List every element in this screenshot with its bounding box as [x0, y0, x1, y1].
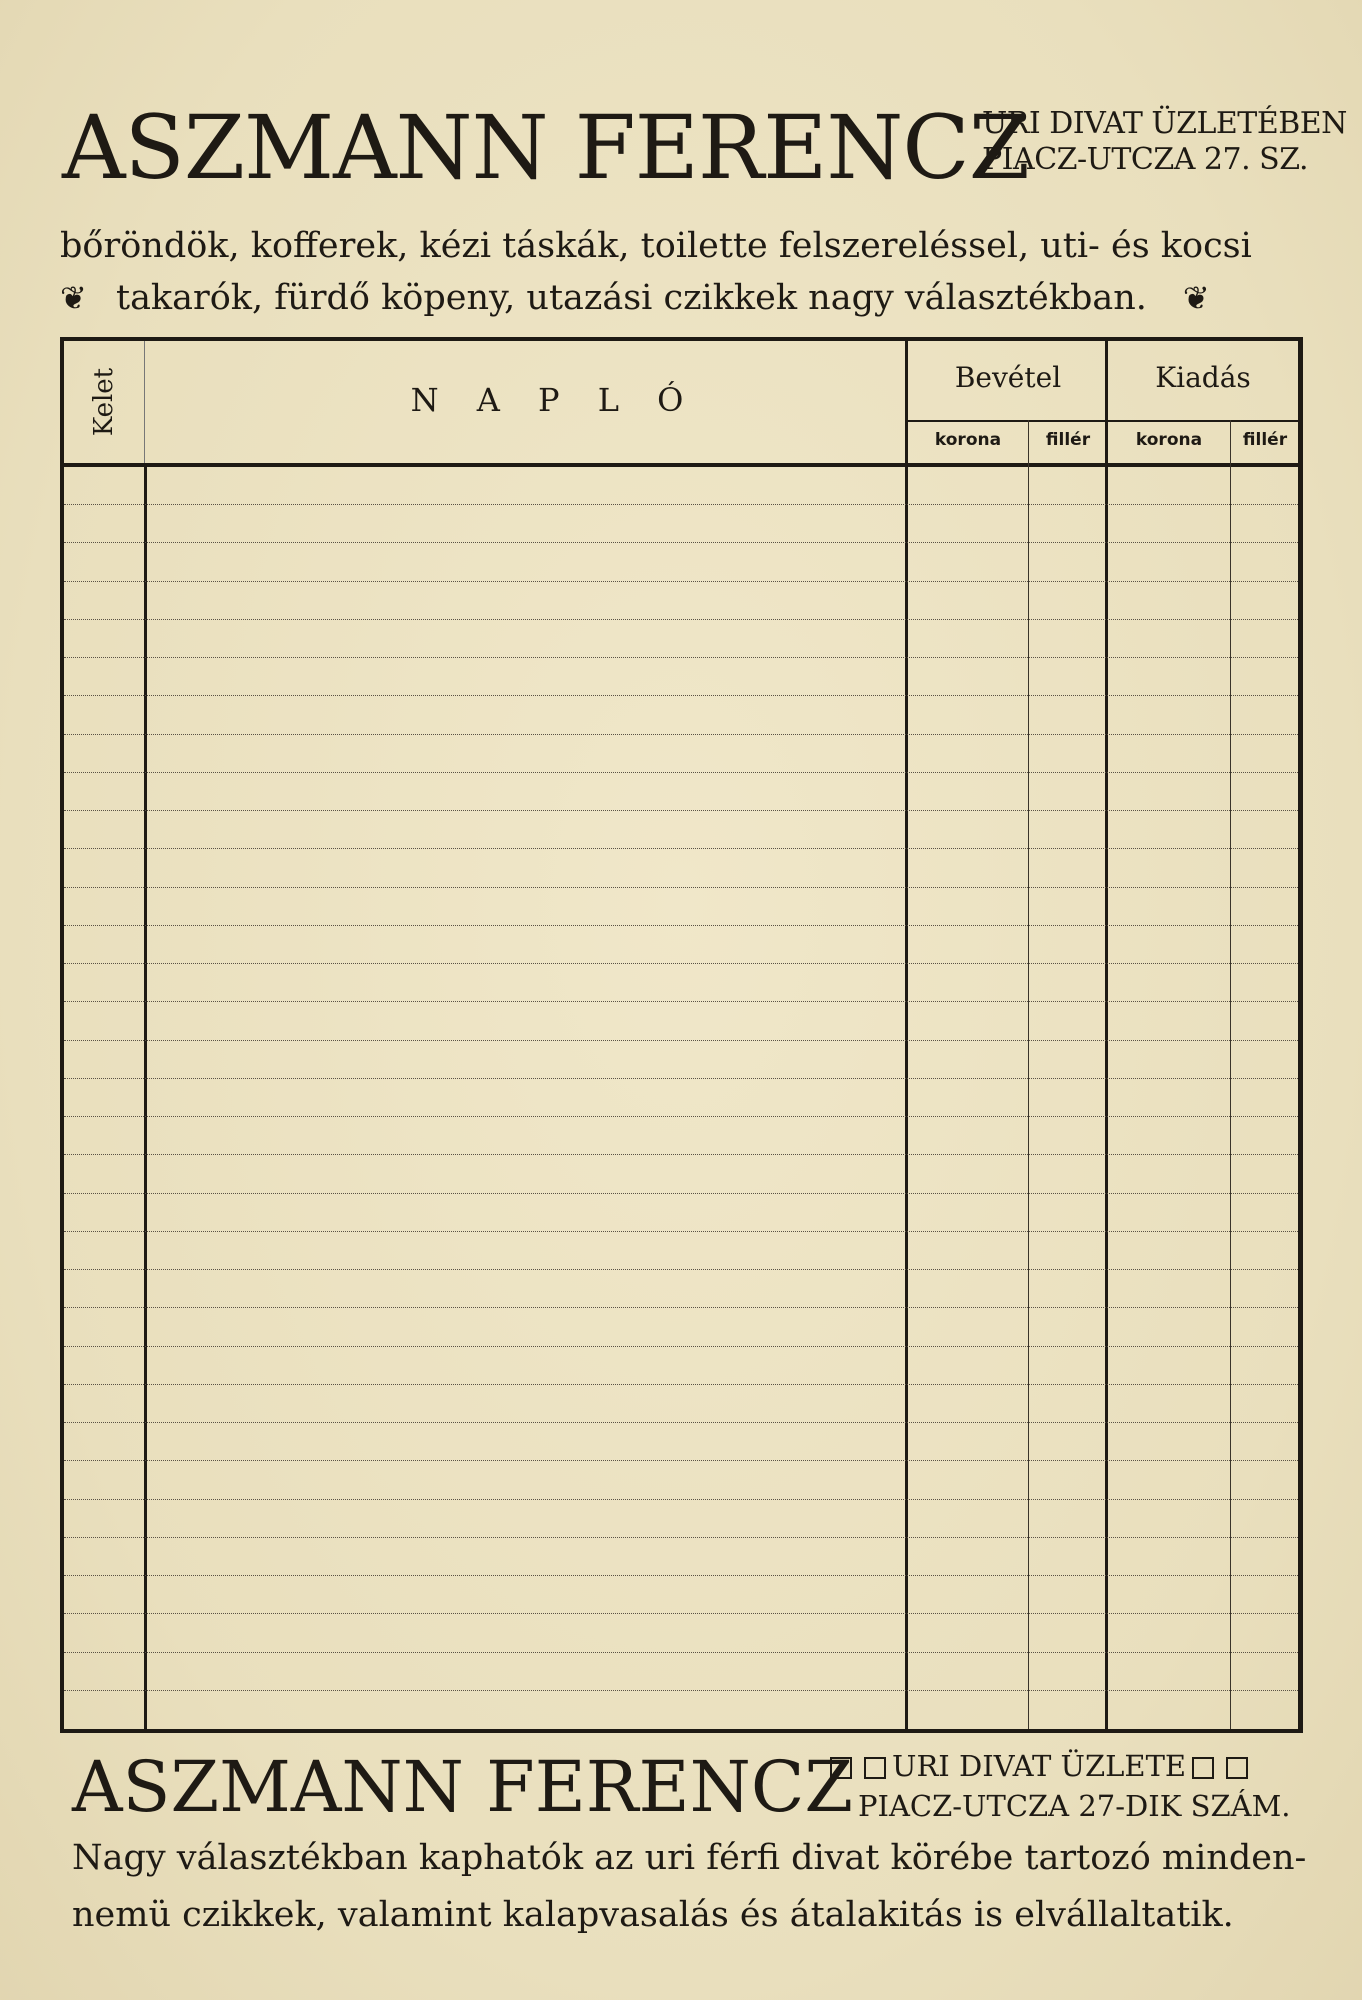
tagline-line-2: takarók, fürdő köpeny, utazási czikkek nagy választékban.	[116, 278, 1147, 318]
ledger-row	[64, 1575, 1298, 1576]
ledger-row	[64, 1613, 1298, 1614]
date-header-divider	[144, 341, 145, 463]
ledger-row	[64, 1040, 1298, 1041]
ledger-row	[64, 1078, 1298, 1079]
ledger-row	[64, 810, 1298, 811]
product-tagline	[60, 220, 1310, 324]
tagline-line-1: bőröndök, kofferek, kézi táskák, toilette felszereléssel, uti- és kocsi	[60, 226, 1252, 266]
ledger-row	[64, 619, 1298, 620]
ledger-row	[64, 1269, 1298, 1270]
ledger-row	[64, 1231, 1298, 1232]
ledger-rows	[64, 467, 1298, 1729]
ledger-row	[64, 1652, 1298, 1653]
diary-column-header: N A P L Ó	[410, 381, 698, 419]
ledger-row	[64, 657, 1298, 658]
money-subheader-divider	[908, 420, 1298, 422]
expense-filler-header: fillér	[1242, 430, 1288, 450]
ledger-row	[64, 504, 1298, 505]
fleuron-icon: ❦	[1182, 279, 1210, 317]
ledger-row	[64, 1460, 1298, 1461]
income-filler-header: fillér	[1045, 430, 1091, 450]
ledger-row	[64, 542, 1298, 543]
shop-line-1: URI DIVAT ÜZLETÉBEN	[982, 106, 1347, 141]
footer-company-name: ASZMANN FERENCZ	[72, 1746, 854, 1828]
shop-line-2: PIACZ-UTCZA 27. SZ.	[982, 142, 1309, 177]
ledger-row	[64, 1422, 1298, 1423]
footer-text-line-1: Nagy választékban kaphatók az uri férfi divat körébe tartozó minden-	[72, 1838, 1307, 1878]
shop-address	[982, 106, 1347, 178]
ledger-row	[64, 1001, 1298, 1002]
expense-header: Kiadás	[1155, 361, 1251, 394]
ledger-row	[64, 1154, 1298, 1155]
ledger-row	[64, 1193, 1298, 1194]
footer-description	[72, 1830, 1322, 1944]
header	[62, 96, 1347, 199]
ledger-row	[64, 1537, 1298, 1538]
square-ornament-icon	[1226, 1757, 1248, 1779]
date-column-label: Kelet	[89, 367, 119, 437]
ledger-row	[64, 772, 1298, 773]
ledger-row	[64, 848, 1298, 849]
expense-korona-header: korona	[1135, 430, 1203, 450]
footer	[72, 1742, 1332, 1832]
ledger-row	[64, 734, 1298, 735]
ledger-row	[64, 1346, 1298, 1347]
ledger-row	[64, 1384, 1298, 1385]
square-ornament-icon	[1192, 1757, 1214, 1779]
ledger-row	[64, 1690, 1298, 1691]
footer-shop-line-1: URI DIVAT ÜZLETE	[892, 1749, 1187, 1783]
ledger-row	[64, 581, 1298, 582]
company-name: ASZMANN FERENCZ	[62, 96, 1029, 199]
ledger-table	[60, 337, 1303, 1733]
ledger-row	[64, 925, 1298, 926]
square-ornament-icon	[864, 1757, 886, 1779]
ledger-row	[64, 963, 1298, 964]
date-column-header	[64, 341, 144, 463]
footer-shop-line-2: PIACZ-UTCZA 27-DIK SZÁM.	[858, 1789, 1291, 1823]
ledger-row	[64, 695, 1298, 696]
income-korona-header: korona	[934, 430, 1002, 450]
ledger-row	[64, 887, 1298, 888]
ledger-row	[64, 1307, 1298, 1308]
footer-text-line-2: nemü czikkek, valamint kalapvasalás és átalakitás is elvállaltatik.	[72, 1895, 1234, 1935]
fleuron-icon: ❦	[60, 279, 87, 317]
ledger-row	[64, 1116, 1298, 1117]
ledger-row	[64, 1499, 1298, 1500]
square-ornament-icon	[830, 1757, 852, 1779]
footer-address	[824, 1746, 1291, 1826]
income-header: Bevétel	[954, 361, 1062, 394]
